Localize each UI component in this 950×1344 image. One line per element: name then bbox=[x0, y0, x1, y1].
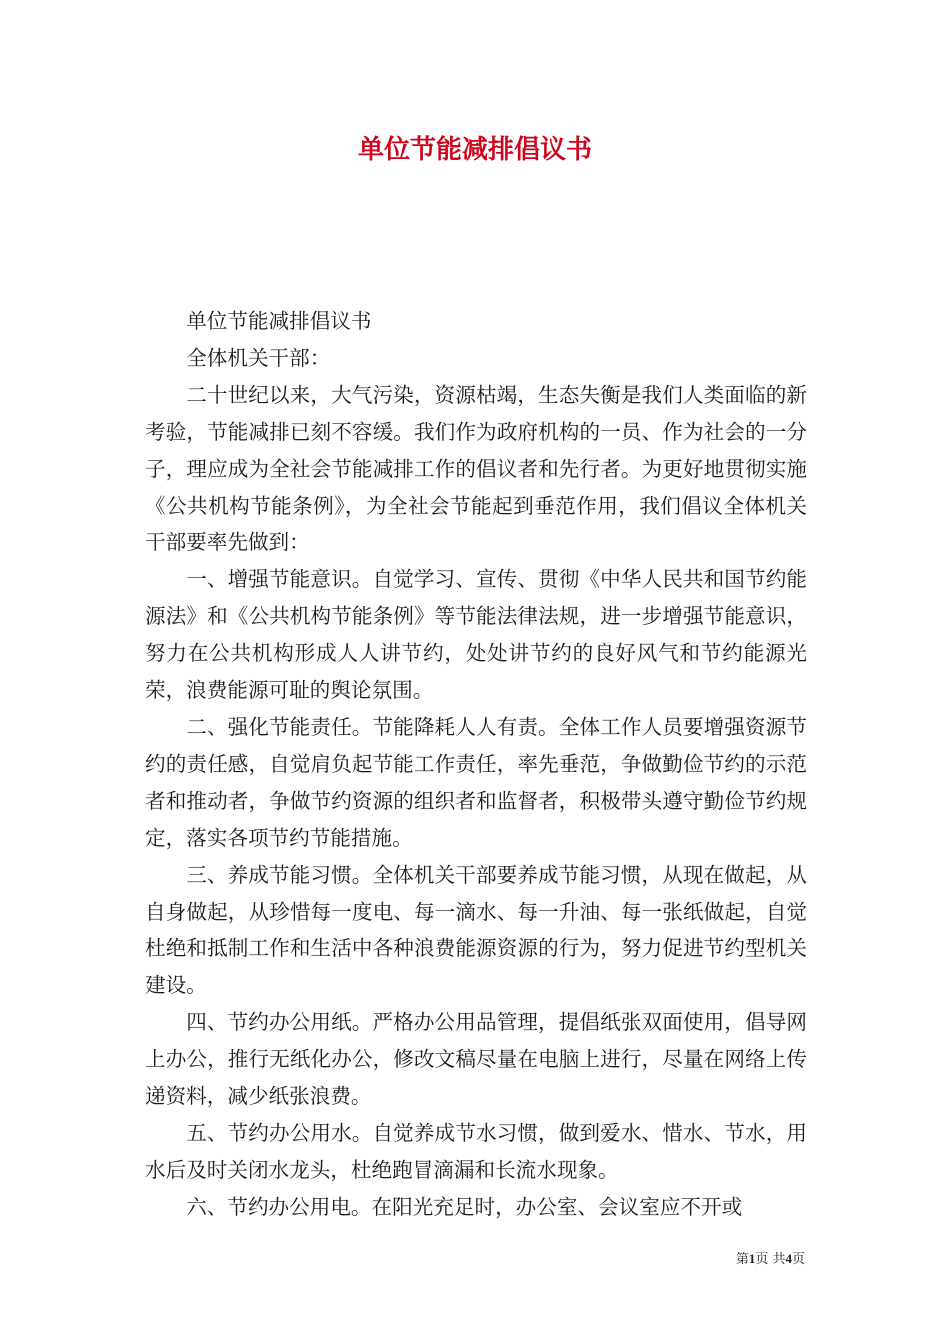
page-number-footer bbox=[736, 1248, 805, 1267]
footer-prefix: 第 bbox=[735, 1252, 749, 1267]
paragraph-item-1: 一、增强节能意识。自觉学习、宣传、贯彻《中华人民共和国节约能源法》和《公共机构节能条例》等节能法律法规，进一步增强节能意识，努力在公共机构形成人人讲节约，处处讲节约的良好风气和节约能源光荣，浪费能源可耻的舆论氛围。 bbox=[145, 567, 807, 703]
total-page-number: 4 bbox=[785, 1251, 792, 1266]
paragraph-item-4: 四、节约办公用纸。严格办公用品管理，提倡纸张双面使用，倡导网上办公，推行无纸化办公，修改文稿尽量在电脑上进行，尽量在网络上传递资料，减少纸张浪费。 bbox=[145, 1010, 807, 1109]
body-heading: 单位节能减排倡议书 bbox=[186, 309, 372, 333]
document-body bbox=[145, 303, 807, 1226]
paragraph-item-2: 二、强化节能责任。节能降耗人人有责。全体工作人员要增强资源节约的责任感，自觉肩负起节能工作责任，率先垂范，争做勤俭节约的示范者和推动者，争做节约资源的组织者和监督者，积极带头遵守勤俭节约规定，落实各项节约节能措施。 bbox=[145, 714, 807, 850]
paragraph-intro: 二十世纪以来，大气污染，资源枯竭，生态失衡是我们人类面临的新考验，节能减排已刻不容缓。我们作为政府机构的一员、作为社会的一分子，理应成为全社会节能减排工作的倡议者和先行者。为更好地贯彻实施《公共机构节能条例》，为全社会节能起到垂范作用，我们倡议全体机关干部要率先做到： bbox=[145, 382, 807, 555]
paragraph-item-3: 三、养成节能习惯。全体机关干部要养成节能习惯，从现在做起，从自身做起，从珍惜每一度电、每一滴水、每一升油、每一张纸做起，自觉杜绝和抵制工作和生活中各种浪费能源资源的行为，努力促进节约型机关建设。 bbox=[145, 862, 807, 998]
paragraph-item-6: 六、节约办公用电。在阳光充足时，办公室、会议室应不开或 bbox=[186, 1194, 743, 1219]
document-title: 单位节能减排倡议书 bbox=[357, 135, 592, 165]
footer-middle: 页 共 bbox=[755, 1252, 786, 1267]
salutation: 全体机关干部： bbox=[186, 345, 331, 370]
paragraph-item-5: 五、节约办公用水。自觉养成节水习惯，做到爱水、惜水、节水，用水后及时关闭水龙头，杜绝跑冒滴漏和长流水现象。 bbox=[145, 1120, 807, 1182]
footer-suffix: 页 bbox=[791, 1252, 805, 1267]
current-page-number: 1 bbox=[748, 1251, 756, 1266]
